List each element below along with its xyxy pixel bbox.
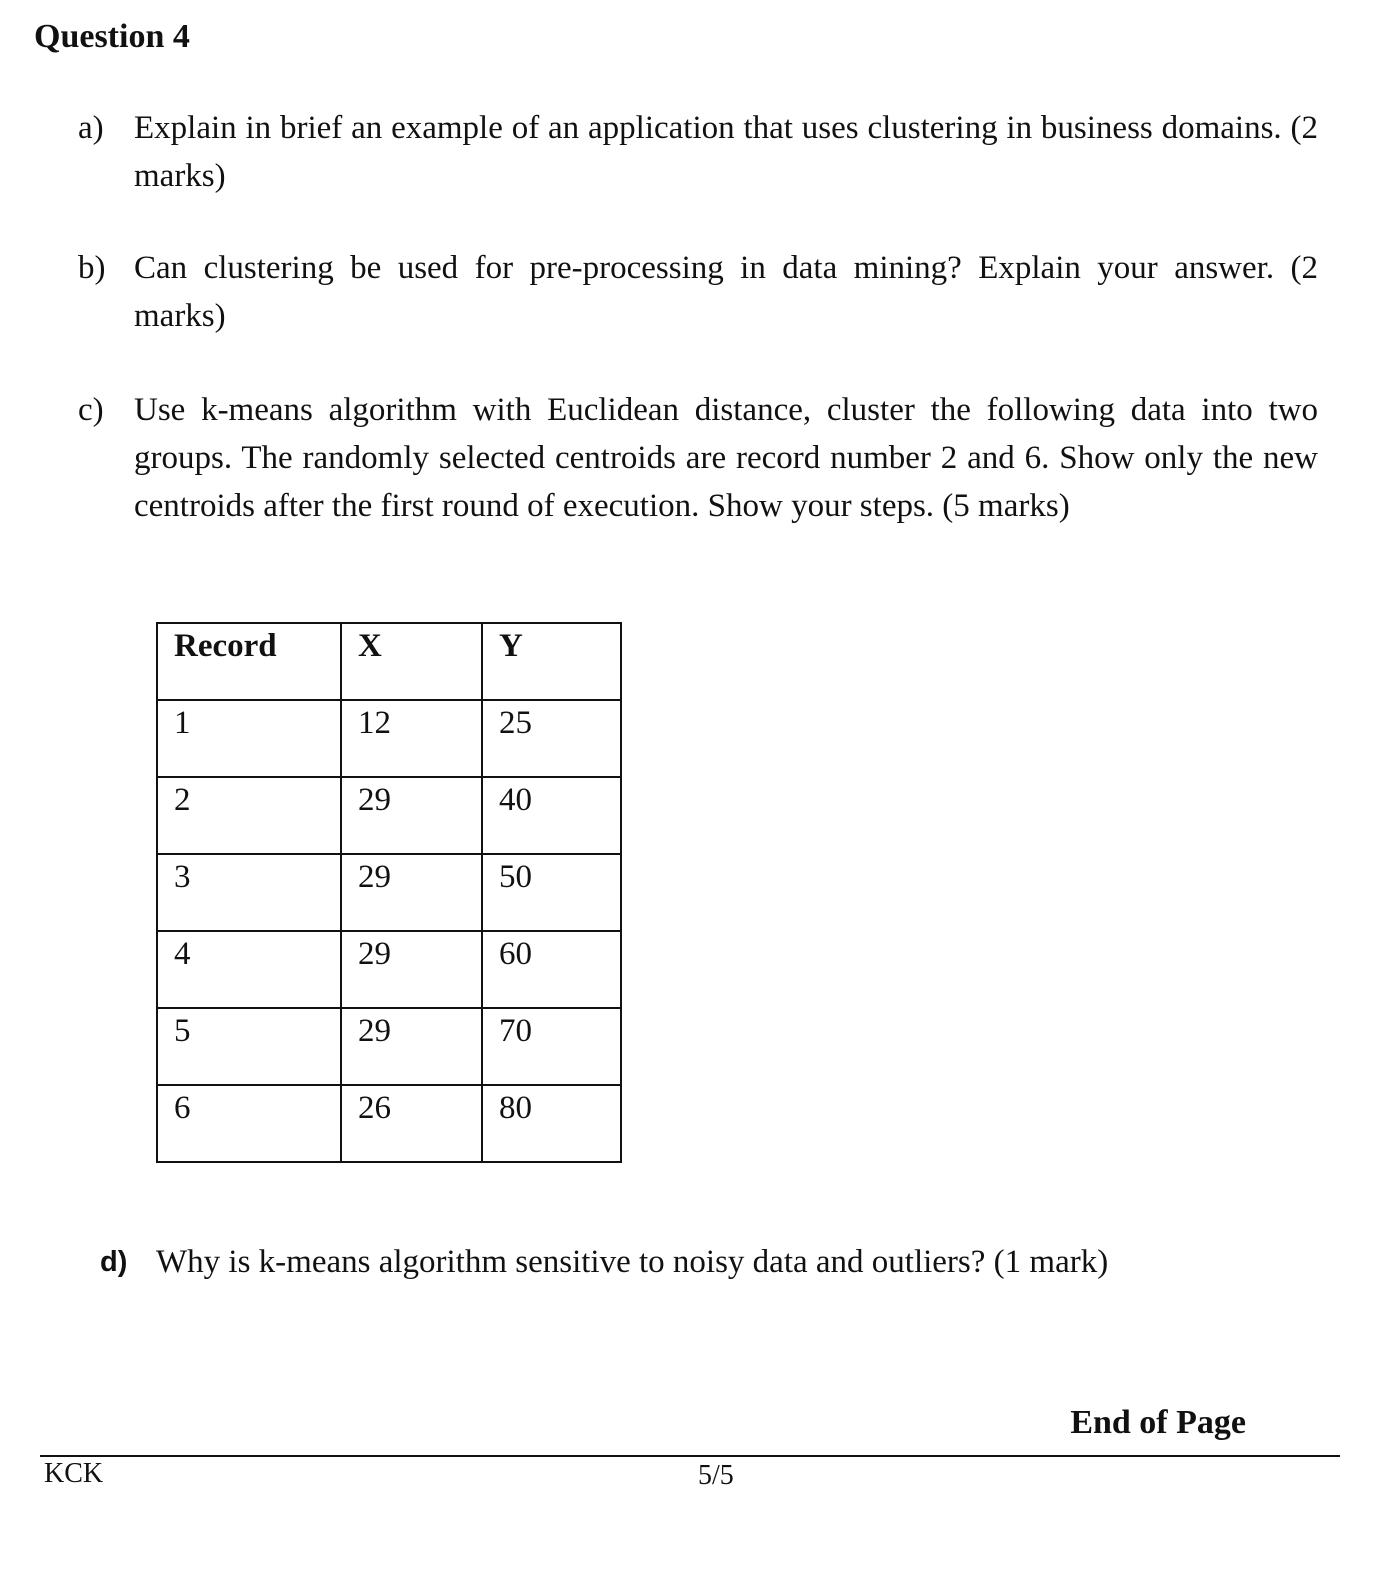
cell-record: 2 bbox=[157, 777, 341, 854]
table-header-row bbox=[157, 623, 621, 700]
cell-record: 4 bbox=[157, 931, 341, 1008]
cell-x: 29 bbox=[341, 854, 482, 931]
cell-y: 40 bbox=[482, 777, 621, 854]
page-number: 5/5 bbox=[698, 1460, 734, 1491]
cell-x: 29 bbox=[341, 777, 482, 854]
cell-x: 29 bbox=[341, 1008, 482, 1085]
cell-x: 26 bbox=[341, 1085, 482, 1162]
table-row bbox=[157, 854, 621, 931]
cell-record: 6 bbox=[157, 1085, 341, 1162]
cell-y: 80 bbox=[482, 1085, 621, 1162]
question-text: Explain in brief an example of an application that uses clustering in business domains. (2 marks) bbox=[134, 110, 1318, 194]
header-record: Record bbox=[157, 623, 341, 700]
cell-record: 1 bbox=[157, 700, 341, 777]
question-text: Why is k-means algorithm sensitive to noisy data and outliers? (1 mark) bbox=[156, 1244, 1109, 1280]
question-label: b) bbox=[78, 250, 106, 286]
cell-x: 29 bbox=[341, 931, 482, 1008]
table-row bbox=[157, 1008, 621, 1085]
footer-initials: KCK bbox=[44, 1458, 104, 1489]
header-y: Y bbox=[482, 623, 621, 700]
question-title: Question 4 bbox=[34, 18, 190, 55]
data-table bbox=[156, 622, 622, 1163]
table-row bbox=[157, 1085, 621, 1162]
question-label: d) bbox=[100, 1246, 128, 1278]
cell-record: 3 bbox=[157, 854, 341, 931]
question-label: a) bbox=[78, 110, 104, 146]
cell-x: 12 bbox=[341, 700, 482, 777]
cell-y: 70 bbox=[482, 1008, 621, 1085]
cell-y: 25 bbox=[482, 700, 621, 777]
table-row bbox=[157, 700, 621, 777]
question-text: Use k-means algorithm with Euclidean distance, cluster the following data into two groups. The randomly selected centroids are record number 2 and 6. Show only the new centroids after the first round of execution. Show your steps. (5 marks) bbox=[134, 392, 1318, 524]
cell-y: 50 bbox=[482, 854, 621, 931]
question-text: Can clustering be used for pre-processing in data mining? Explain your answer. (2 marks) bbox=[134, 250, 1318, 334]
footer-divider bbox=[40, 1455, 1340, 1457]
cell-y: 60 bbox=[482, 931, 621, 1008]
cell-record: 5 bbox=[157, 1008, 341, 1085]
table-row bbox=[157, 931, 621, 1008]
question-label: c) bbox=[78, 392, 104, 428]
table-row bbox=[157, 777, 621, 854]
header-x: X bbox=[341, 623, 482, 700]
end-of-page-text: End of Page bbox=[1070, 1404, 1246, 1441]
